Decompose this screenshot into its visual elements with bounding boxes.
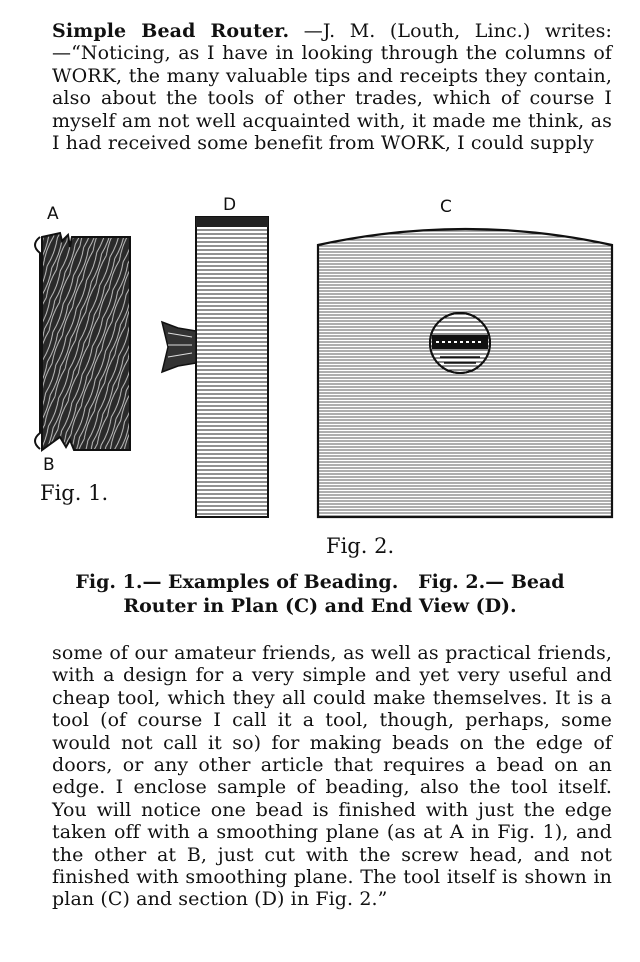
fig1-label: Fig. 1. (40, 481, 109, 505)
intro-text: —J. M. (Louth, Linc.) writes:—“Noticing, as I have in looking through the columns of WORK, the many valuable tips and receipts they contain, also about the tools of other trades, which of course I myself am not well acquainted with, it made me think, as I had received some benefit from WORK, I could supply (52, 20, 613, 155)
body-paragraph: some of our amateur friends, as well as practical friends, with a design for a very simple and yet very useful and cheap tool, which they all could make themselves. It is a tool (of course I call it a tool, though, perhaps, some would not call it so) for making beads on the edge of doors, or any other article that requires a bead on an edge. I enclose sample of beading, also the tool itself. You will notice one bead is finished with just the edge taken off with a smoothing plane (as at A in Fig. 1), and the other at B, just cut with the screw head, and not finished with smoothing plane. The tool itself is shown in plan (C) and section (D) in Fig. 2.” (52, 642, 612, 911)
label-b: B (43, 455, 55, 475)
fig2-label: Fig. 2. (326, 534, 395, 558)
figure-caption (20, 570, 620, 618)
label-d: D (223, 195, 237, 215)
label-a: A (47, 204, 59, 224)
fig1-wood-sample (35, 233, 130, 450)
figure-illustration (0, 185, 640, 570)
fig2-plan-view-c (318, 229, 612, 517)
label-c: C (440, 197, 452, 217)
caption-line-2: Router in Plan (C) and End View (D). (123, 595, 517, 617)
figure-area (0, 185, 640, 570)
fig2-end-view-d (162, 217, 268, 517)
article-title: Simple Bead Router. (52, 20, 290, 42)
intro-paragraph (52, 20, 612, 154)
caption-line-1: Fig. 1.— Examples of Beading. Fig. 2.— Bead (75, 571, 565, 593)
